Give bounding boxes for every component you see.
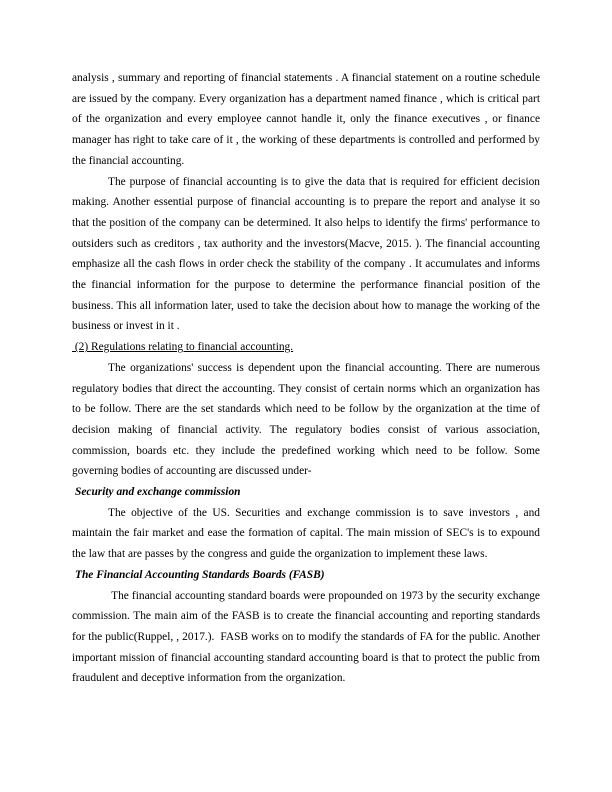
heading-fasb: The Financial Accounting Standards Boards (FASB) — [75, 568, 325, 581]
document-page — [72, 68, 543, 689]
paragraph-sec: The objective of the US. Securities and exchange commission is to save investors , and maintain the fair market and ease the formation of capital. The main mission of SEC's is to expound the law that are passes by the congress and guide the organization to implement these laws. — [72, 506, 540, 561]
paragraph-financial-statements: analysis , summary and reporting of financial statements . A financial statement on a routine schedule are issued by the company. Every organization has a department named finance , which is critical part of the organization and every employee cannot handle it, only the finance executives , or finance manager has right to take care of it , the working of these departments is controlled and performed by the financial accounting. — [72, 72, 540, 167]
paragraph-fasb: The financial accounting standard boards were propounded on 1973 by the security exchange commission. The main aim of the FASB is to create the financial accounting and reporting standards for the public(Ruppel, , 2017.). FASB works on to modify the standards of FA for the public. Another important mission of financial accounting standard accounting board is that to protect the public from fraudulent and deceptive information from the organization. — [72, 589, 543, 685]
paragraph-regulatory-bodies: The organizations' success is dependent upon the financial accounting. There are numerous regulatory bodies that direct the accounting. They consist of certain norms which an organization has to be follow. There are the set standards which need to be follow by the organization at the time of decision making of financial activity. The regulatory bodies consist of various association, commission, boards etc. they include the predefined working which need to be follow. Some governing bodies of accounting are discussed under- — [72, 361, 540, 478]
heading-regulations: (2) Regulations relating to financial accounting. — [72, 341, 294, 354]
heading-sec: Security and exchange commission — [75, 486, 241, 499]
paragraph-purpose: The purpose of financial accounting is to give the data that is required for efficient decision making. Another essential purpose of financial accounting is to prepare the report and analyse it so that the position of the company can be determined. It also helps to identify the firms' performance to outsiders such as creditors , tax authority and the investors(Macve, 2015. ). The financial accounting emphasize all the cash flows in order check the stability of the company . It accumulates and informs the financial information for the purpose to determine the performance financial position of the business. This all information later, used to take the decision about how to manage the working of the business or invest in it . — [72, 175, 540, 333]
